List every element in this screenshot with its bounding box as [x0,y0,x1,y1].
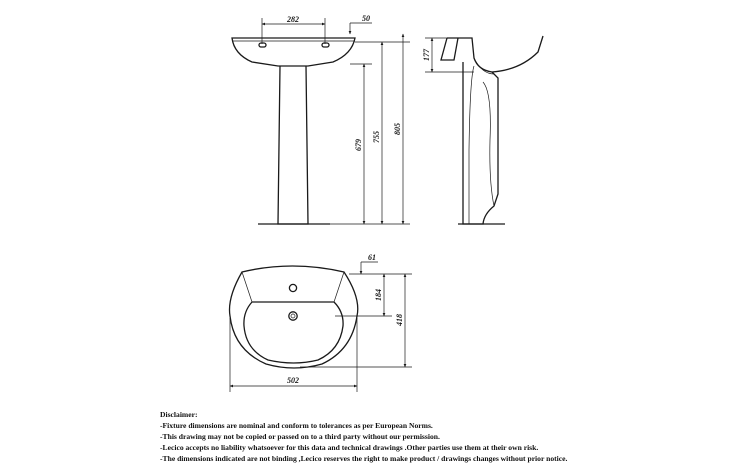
dim-front-basin-width: 282 [287,15,299,24]
dim-front-pedestal-height: 679 [354,139,363,151]
side-view [422,36,543,224]
plan-view [230,253,413,392]
dim-plan-tap-offset: 61 [368,253,376,262]
dim-front-tap-offset: 50 [362,14,370,23]
disclaimer-block [160,409,740,464]
plan-bowl [244,302,343,363]
dim-side-bowl-depth: 177 [422,49,431,61]
front-tap-hole-right [322,43,329,47]
side-basin [447,36,543,72]
front-tap-hole-left [259,43,266,47]
disclaimer-line: -Lecico accepts no liability whatsoever for this data and technical drawings .Other parties use them at their own risk. [160,443,539,452]
disclaimer-line: -The dimensions indicated are not binding ,Lecico reserves the right to make product / drawings changes without prior notice. [160,454,568,463]
plan-tap-hole [289,284,296,291]
front-pedestal [278,66,308,224]
disclaimer-title: Disclaimer: [160,410,198,419]
dim-front-overall-height: 805 [393,123,402,135]
plan-basin-outline [230,266,358,368]
dim-plan-tap-to-bowl: 184 [374,289,383,301]
dim-plan-depth: 418 [395,314,404,326]
plan-drain [289,312,297,320]
disclaimer-line: -This drawing may not be copied or passed on to a third party without our permission. [160,432,440,441]
disclaimer-line: -Fixture dimensions are nominal and conform to tolerances as per European Norms. [160,421,433,430]
front-basin [232,38,355,66]
dim-plan-width: 502 [287,376,299,385]
dim-front-rim-height: 755 [372,131,381,143]
side-tap-ledge [441,38,458,60]
front-view [232,14,410,224]
